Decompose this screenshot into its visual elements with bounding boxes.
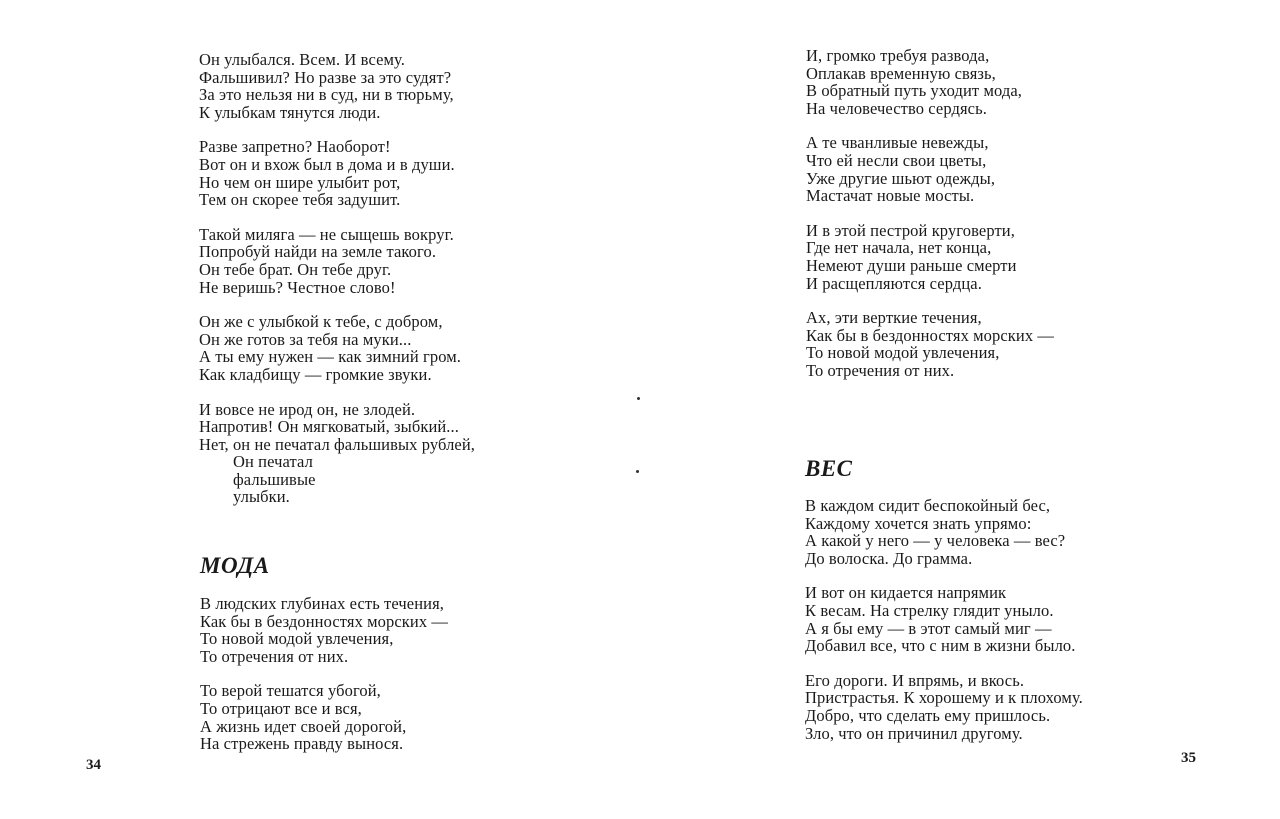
poem-weight — [805, 456, 1083, 759]
poem-title: МОДА — [200, 553, 270, 578]
verse-line: Зло, что он причинил другому. — [805, 723, 1023, 743]
verse-line: Разве запретно? Наоборот! — [199, 137, 391, 157]
verse-line: Его дороги. И впрямь, и вкось. — [805, 670, 1025, 690]
verse-line: Он улыбался. Всем. И всему. — [199, 50, 405, 69]
verse-line: Добро, что сделать ему пришлось. — [805, 705, 1051, 725]
stanza — [805, 584, 1083, 654]
page-number: 35 — [1181, 750, 1196, 766]
stanza — [806, 222, 1054, 292]
verse-line: Пристрастья. К хорошему и к плохому. — [805, 688, 1083, 708]
stanza — [199, 313, 475, 383]
stanza — [805, 497, 1083, 567]
stanza — [199, 51, 475, 121]
verse-line: То отречения от них. — [200, 646, 349, 666]
verse-line: То отрицают все и вся, — [200, 698, 362, 718]
stanza — [806, 309, 1054, 379]
poem-fashion — [200, 553, 448, 770]
verse-line: Как бы в бездонностях морских — — [806, 325, 1055, 345]
verse-line: Напротив! Он мягковатый, зыбкий... — [199, 417, 459, 437]
right-page — [640, 0, 1280, 819]
verse-line: Немеют души раньше смерти — [806, 255, 1017, 275]
verse-line: На человечество сердясь. — [806, 98, 987, 118]
verse-line: А ты ему нужен — как зимний гром. — [199, 347, 462, 367]
verse-line: А какой у него — у человека — вес? — [805, 531, 1066, 551]
poem-title: ВЕС — [805, 456, 853, 481]
verse-line-indented: Он печатал — [233, 452, 313, 472]
page-number: 34 — [86, 757, 101, 773]
verse-line: Ах, эти верткие течения, — [806, 308, 982, 328]
verse-line: Он же с улыбкой к тебе, с добром, — [199, 312, 443, 332]
verse-line: То верой тешатся убогой, — [200, 681, 381, 701]
stanza — [200, 682, 448, 752]
verse-line: И вовсе не ирод он, не злодей. — [199, 399, 416, 419]
verse-line: В людских глубинах есть течения, — [200, 594, 444, 613]
verse-line: В каждом сидит беспокойный бес, — [805, 496, 1051, 515]
verse-line: А те чванливые невежды, — [806, 133, 989, 153]
verse-line: Он же готов за тебя на муки... — [199, 329, 412, 349]
verse-line: И расщепляются сердца. — [806, 273, 982, 293]
verse-line: Не веришь? Честное слово! — [199, 277, 396, 297]
verse-line: Добавил все, что с ним в жизни было. — [805, 636, 1076, 656]
verse-line: И вот он кидается напрямик — [805, 583, 1007, 603]
verse-line: К улыбкам тянутся люди. — [199, 102, 381, 122]
verse-line: Но чем он шире улыбит рот, — [199, 172, 401, 192]
verse-line: Попробуй найди на земле такого. — [199, 242, 437, 262]
stanza — [199, 226, 475, 296]
verse-line: За это нельзя ни в суд, ни в тюрьму, — [199, 85, 454, 105]
verse-line: Как кладбищу — громкие звуки. — [199, 364, 432, 384]
poem-smile — [199, 51, 475, 523]
verse-line: Мастачат новые мосты. — [806, 186, 975, 206]
verse-line: То отречения от них. — [806, 360, 955, 380]
verse-line: Что ей несли свои цветы, — [806, 150, 987, 170]
stanza — [199, 401, 475, 507]
poem-fashion-continued — [806, 47, 1054, 397]
verse-line: Каждому хочется знать упрямо: — [805, 513, 1032, 533]
verse-line: А жизнь идет своей дорогой, — [200, 716, 407, 736]
verse-line: И, громко требуя развода, — [806, 46, 990, 65]
stanza — [805, 672, 1083, 742]
verse-line: Фальшивил? Но разве за это судят? — [199, 67, 452, 87]
verse-line: Оплакав временную связь, — [806, 63, 996, 83]
verse-line: В обратный путь уходит мода, — [806, 81, 1023, 101]
verse-line: К весам. На стрелку глядит уныло. — [805, 600, 1054, 620]
verse-line-indented: улыбки. — [233, 487, 290, 507]
verse-line-indented: фальшивые — [233, 469, 316, 489]
verse-line: А я бы ему — в этот самый миг — — [805, 618, 1052, 638]
verse-line: Как бы в бездонностях морских — — [200, 611, 449, 631]
verse-line: Где нет начала, нет конца, — [806, 238, 992, 258]
stanza — [806, 134, 1054, 204]
verse-line: То новой модой увлечения, — [200, 629, 394, 649]
verse-line: До волоска. До грамма. — [805, 548, 973, 568]
stanza — [200, 595, 448, 665]
verse-line: Тем он скорее тебя задушит. — [199, 190, 401, 210]
verse-line: Такой миляга — не сыщешь вокруг. — [199, 224, 454, 244]
verse-line: Нет, он не печатал фальшивых рублей, — [199, 434, 475, 454]
verse-line: Он тебе брат. Он тебе друг. — [199, 259, 392, 279]
verse-line: Уже другие шьют одежды, — [806, 168, 996, 188]
stanza — [806, 47, 1054, 117]
verse-line: То новой модой увлечения, — [806, 343, 1000, 363]
verse-line: Вот он и вхож был в дома и в души. — [199, 154, 455, 174]
verse-line: На стрежень правду вынося. — [200, 734, 404, 754]
stanza — [199, 138, 475, 208]
print-speck — [636, 470, 639, 473]
verse-line: И в этой пестрой круговерти, — [806, 220, 1015, 240]
